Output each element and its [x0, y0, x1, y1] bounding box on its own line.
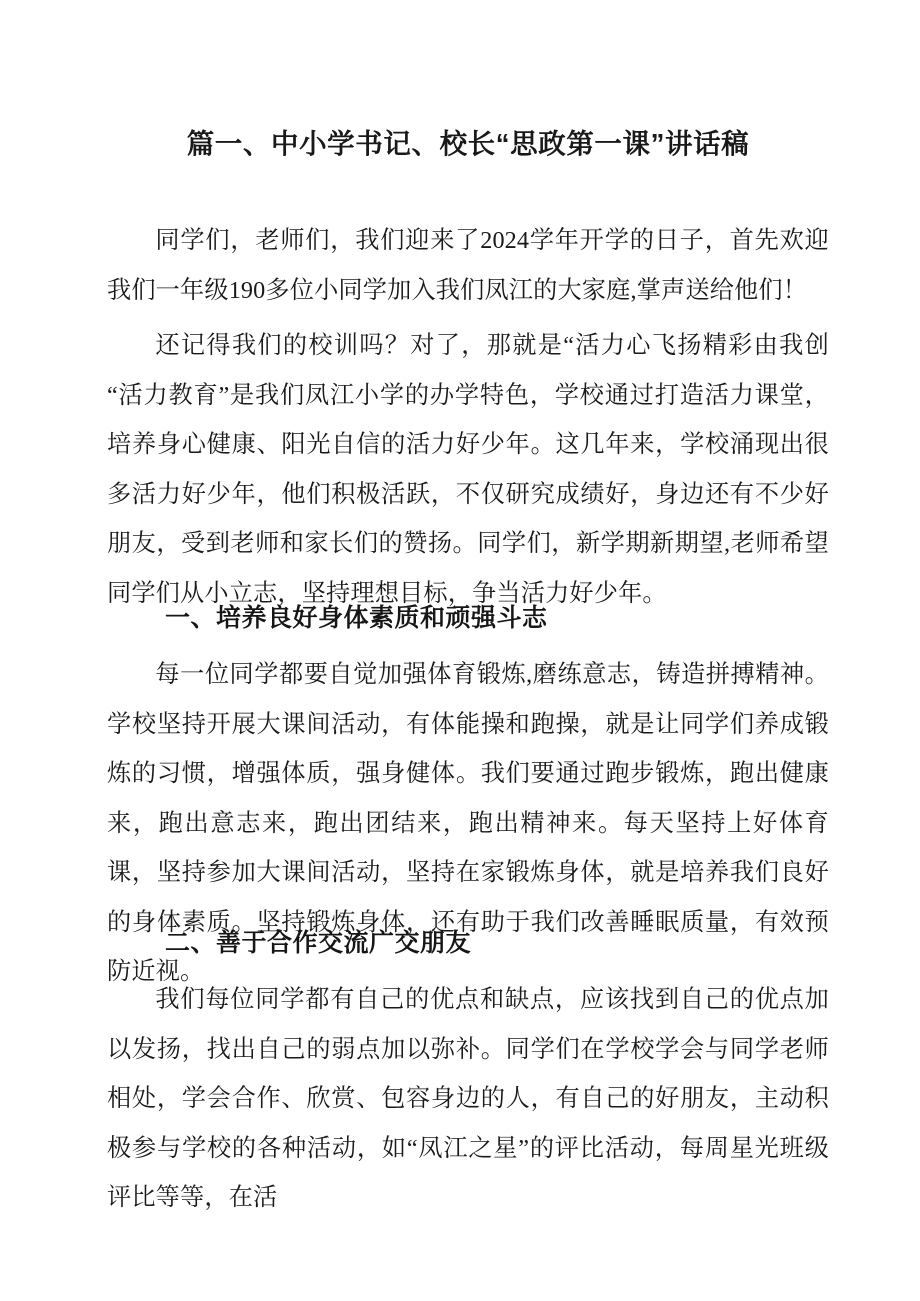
section-heading-physical-fitness: 一、培养良好身体素质和顽强斗志	[165, 604, 548, 632]
paragraph-school-motto: 还记得我们的校训吗？对了，那就是“活力心飞扬精彩由我创“活力教育”是我们凤江小学的办学特色，学校通过打造活力课堂，培养身心健康、阳光自信的活力好少年。这几年来，学校涌现出很多活力好少年，他们积极活跃，不仅研究成绩好，身边还有不少好朋友，受到老师和家长们的赞扬。同学们，新学期新期望,老师希望同学们从小立志，坚持理想目标，争当活力好少年。	[107, 332, 829, 607]
paragraph-intro-welcome: 同学们，老师们，我们迎来了2024学年开学的日子，首先欢迎我们一年级190多位小同学加入我们凤江的大家庭,掌声送给他们！	[107, 227, 829, 304]
page-title: 篇一、中小学书记、校长“思政第一课”讲话稿	[186, 128, 750, 159]
paragraph-cooperation-friendship: 我们每位同学都有自己的优点和缺点，应该找到自己的优点加以发扬，找出自己的弱点加以弥补。同学们在学校学会与同学老师相处，学会合作、欣赏、包容身边的人，有自己的好朋友，主动积极参与学校的各种活动，如“凤江之星”的评比活动，每周星光班级评比等等，在活	[107, 986, 829, 1211]
document-body	[107, 0, 829, 1301]
paragraph-physical-fitness: 每一位同学都要自觉加强体育锻炼,磨练意志，铸造拼搏精神。学校坚持开展大课间活动，有体能操和跑操，就是让同学们养成锻炼的习惯，增强体质，强身健体。我们要通过跑步锻炼，跑出健康来，跑出意志来，跑出团结来，跑出精神来。每天坚持上好体育课，坚持参加大课间活动，坚持在家锻炼身体，就是培养我们良好的身体素质。坚持锻炼身体，还有助于我们改善睡眠质量，有效预防近视。	[107, 661, 829, 985]
section-heading-cooperation-friendship: 二、善于合作交流广交朋友	[165, 929, 472, 957]
